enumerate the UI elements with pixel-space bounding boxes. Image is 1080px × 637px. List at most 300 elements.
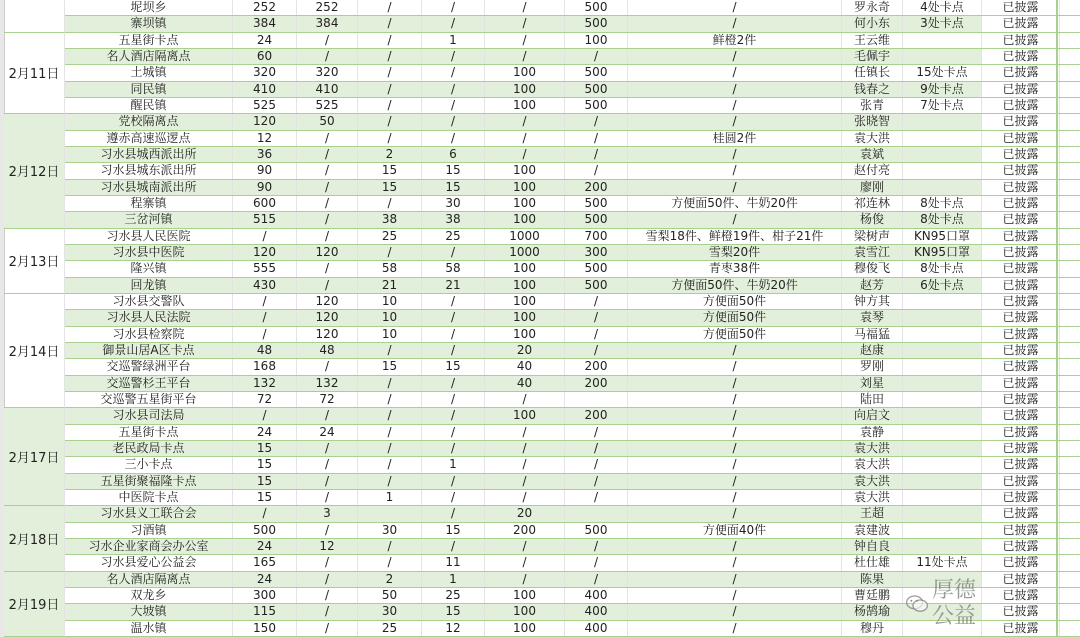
cell-c4[interactable]: 11	[422, 555, 485, 570]
cell-c3[interactable]: /	[358, 555, 422, 570]
cell-c2[interactable]: 12	[297, 539, 358, 554]
cell-c2[interactable]: 384	[297, 16, 358, 31]
cell-c3[interactable]: /	[358, 196, 422, 211]
cell-person[interactable]: 钟自良	[842, 539, 903, 554]
cell-note[interactable]: 7处卡点	[903, 98, 982, 113]
cell-c5[interactable]: /	[485, 33, 565, 48]
cell-c5[interactable]: 40	[485, 376, 565, 391]
cell-c1[interactable]: /	[233, 506, 297, 521]
cell-goods[interactable]: /	[628, 163, 842, 178]
cell-c5[interactable]: /	[485, 572, 565, 587]
cell-c4[interactable]: /	[422, 131, 485, 146]
cell-c2[interactable]: /	[297, 588, 358, 603]
cell-c1[interactable]: 24	[233, 425, 297, 440]
cell-c3[interactable]: 30	[358, 604, 422, 619]
cell-c4[interactable]: 58	[422, 261, 485, 276]
cell-name[interactable]: 党校隔离点	[65, 114, 233, 129]
cell-status[interactable]: 已披露	[982, 261, 1060, 276]
cell-c6[interactable]	[565, 392, 628, 407]
cell-note[interactable]: KN95口罩	[903, 229, 982, 244]
cell-person[interactable]: 罗刚	[842, 359, 903, 374]
cell-goods[interactable]: /	[628, 490, 842, 505]
cell-person[interactable]: 陆田	[842, 392, 903, 407]
cell-c2[interactable]: 3	[297, 506, 358, 521]
cell-status[interactable]: 已披露	[982, 49, 1060, 64]
cell-c2[interactable]: 120	[297, 245, 358, 260]
cell-c3[interactable]: /	[358, 0, 422, 15]
cell-note[interactable]	[903, 163, 982, 178]
cell-status[interactable]: 已披露	[982, 425, 1060, 440]
cell-note[interactable]: 11处卡点	[903, 555, 982, 570]
cell-c1[interactable]: 120	[233, 114, 297, 129]
cell-name[interactable]: 习水县城西派出所	[65, 147, 233, 162]
cell-note[interactable]	[903, 33, 982, 48]
cell-c6[interactable]: /	[565, 441, 628, 456]
cell-person[interactable]: 穆俊飞	[842, 261, 903, 276]
cell-c2[interactable]: /	[297, 408, 358, 423]
cell-name[interactable]: 醒民镇	[65, 98, 233, 113]
cell-name[interactable]: 交巡警绿洲平台	[65, 359, 233, 374]
cell-note[interactable]: KN95口罩	[903, 245, 982, 260]
cell-c5[interactable]: /	[485, 49, 565, 64]
cell-c6[interactable]: /	[565, 327, 628, 342]
cell-status[interactable]: 已披露	[982, 294, 1060, 309]
cell-c2[interactable]: /	[297, 147, 358, 162]
cell-c2[interactable]: /	[297, 604, 358, 619]
cell-c4[interactable]: /	[422, 82, 485, 97]
cell-c4[interactable]: /	[422, 310, 485, 325]
date-cell[interactable]: 2月14日	[4, 294, 65, 408]
cell-status[interactable]: 已披露	[982, 457, 1060, 472]
cell-status[interactable]: 已披露	[982, 490, 1060, 505]
cell-c1[interactable]: 525	[233, 98, 297, 113]
cell-c4[interactable]: /	[422, 327, 485, 342]
cell-goods[interactable]: /	[628, 425, 842, 440]
cell-goods[interactable]: 鲜橙2件	[628, 33, 842, 48]
cell-status[interactable]: 已披露	[982, 555, 1060, 570]
cell-c1[interactable]: 410	[233, 82, 297, 97]
cell-c6[interactable]: 200	[565, 376, 628, 391]
cell-name[interactable]: 习水县中医院	[65, 245, 233, 260]
cell-c6[interactable]: 500	[565, 65, 628, 80]
cell-note[interactable]	[903, 441, 982, 456]
cell-c1[interactable]: /	[233, 229, 297, 244]
cell-person[interactable]: 祁连林	[842, 196, 903, 211]
cell-c6[interactable]: /	[565, 572, 628, 587]
cell-c2[interactable]: 48	[297, 343, 358, 358]
cell-c5[interactable]: /	[485, 392, 565, 407]
cell-person[interactable]: 袁琴	[842, 310, 903, 325]
cell-c4[interactable]: /	[422, 408, 485, 423]
cell-person[interactable]: 向启文	[842, 408, 903, 423]
cell-name[interactable]: 习水县检察院	[65, 327, 233, 342]
cell-c6[interactable]: /	[565, 147, 628, 162]
cell-goods[interactable]: /	[628, 82, 842, 97]
cell-status[interactable]: 已披露	[982, 474, 1060, 489]
cell-c2[interactable]: 72	[297, 392, 358, 407]
cell-c6[interactable]: 500	[565, 212, 628, 227]
cell-c5[interactable]: 100	[485, 621, 565, 636]
cell-c2[interactable]: /	[297, 490, 358, 505]
cell-c5[interactable]: 40	[485, 359, 565, 374]
cell-c1[interactable]: 72	[233, 392, 297, 407]
cell-c4[interactable]: /	[422, 506, 485, 521]
cell-c4[interactable]: 30	[422, 196, 485, 211]
cell-goods[interactable]: /	[628, 392, 842, 407]
cell-c4[interactable]: 1	[422, 33, 485, 48]
cell-c5[interactable]: 20	[485, 343, 565, 358]
cell-name[interactable]: 坭坝乡	[65, 0, 233, 15]
cell-note[interactable]	[903, 49, 982, 64]
cell-c1[interactable]: 132	[233, 376, 297, 391]
cell-name[interactable]: 名人酒店隔离点	[65, 572, 233, 587]
cell-c5[interactable]: 100	[485, 310, 565, 325]
date-cell[interactable]: 2月12日	[4, 114, 65, 228]
cell-status[interactable]: 已披露	[982, 147, 1060, 162]
cell-status[interactable]: 已披露	[982, 359, 1060, 374]
cell-c4[interactable]: /	[422, 98, 485, 113]
cell-note[interactable]: 15处卡点	[903, 65, 982, 80]
cell-name[interactable]: 寨坝镇	[65, 16, 233, 31]
cell-c1[interactable]: 15	[233, 457, 297, 472]
cell-c6[interactable]: /	[565, 555, 628, 570]
cell-c5[interactable]: 1000	[485, 229, 565, 244]
cell-c1[interactable]: 24	[233, 572, 297, 587]
cell-c6[interactable]: 100	[565, 33, 628, 48]
cell-note[interactable]	[903, 392, 982, 407]
cell-note[interactable]	[903, 604, 982, 619]
cell-c2[interactable]: 320	[297, 65, 358, 80]
cell-c1[interactable]: 24	[233, 539, 297, 554]
cell-person[interactable]: 袁大洪	[842, 441, 903, 456]
cell-c2[interactable]: /	[297, 474, 358, 489]
cell-c5[interactable]: 100	[485, 327, 565, 342]
cell-note[interactable]: 3处卡点	[903, 16, 982, 31]
cell-c5[interactable]: 100	[485, 588, 565, 603]
cell-c6[interactable]: /	[565, 163, 628, 178]
cell-c6[interactable]: 200	[565, 180, 628, 195]
cell-person[interactable]: 穆丹	[842, 621, 903, 636]
cell-goods[interactable]: /	[628, 0, 842, 15]
cell-c3[interactable]: 21	[358, 278, 422, 293]
cell-c5[interactable]: /	[485, 0, 565, 15]
cell-goods[interactable]: /	[628, 49, 842, 64]
cell-c1[interactable]: 90	[233, 163, 297, 178]
cell-goods[interactable]: /	[628, 343, 842, 358]
cell-status[interactable]: 已披露	[982, 278, 1060, 293]
cell-person[interactable]: 袁大洪	[842, 131, 903, 146]
cell-person[interactable]: 赵付亮	[842, 163, 903, 178]
cell-name[interactable]: 三小卡点	[65, 457, 233, 472]
cell-c3[interactable]: 2	[358, 147, 422, 162]
cell-c4[interactable]: /	[422, 490, 485, 505]
cell-note[interactable]	[903, 490, 982, 505]
cell-c5[interactable]: 100	[485, 408, 565, 423]
cell-person[interactable]: 何小东	[842, 16, 903, 31]
cell-c5[interactable]: /	[485, 457, 565, 472]
cell-c4[interactable]: /	[422, 392, 485, 407]
cell-c1[interactable]: 600	[233, 196, 297, 211]
cell-name[interactable]: 隆兴镇	[65, 261, 233, 276]
cell-c3[interactable]: 10	[358, 327, 422, 342]
cell-goods[interactable]: 雪梨18件、鲜橙19件、柑子21件	[628, 229, 842, 244]
cell-c1[interactable]: /	[233, 294, 297, 309]
cell-c3[interactable]: /	[358, 98, 422, 113]
cell-c3[interactable]: 25	[358, 229, 422, 244]
cell-c5[interactable]: 100	[485, 261, 565, 276]
cell-c6[interactable]: 500	[565, 0, 628, 15]
cell-status[interactable]: 已披露	[982, 98, 1060, 113]
cell-name[interactable]: 习水企业家商会办公室	[65, 539, 233, 554]
cell-c5[interactable]: /	[485, 147, 565, 162]
cell-c4[interactable]: 12	[422, 621, 485, 636]
cell-c1[interactable]: 430	[233, 278, 297, 293]
cell-note[interactable]	[903, 572, 982, 587]
cell-name[interactable]: 习酒镇	[65, 523, 233, 538]
cell-c3[interactable]: /	[358, 65, 422, 80]
cell-c2[interactable]: /	[297, 278, 358, 293]
cell-status[interactable]: 已披露	[982, 180, 1060, 195]
cell-c4[interactable]: /	[422, 245, 485, 260]
cell-c5[interactable]: 100	[485, 604, 565, 619]
cell-c1[interactable]: 384	[233, 16, 297, 31]
cell-c4[interactable]: 15	[422, 604, 485, 619]
cell-status[interactable]: 已披露	[982, 327, 1060, 342]
cell-c2[interactable]: 252	[297, 0, 358, 15]
cell-name[interactable]: 习水县城东派出所	[65, 163, 233, 178]
cell-c4[interactable]: 15	[422, 523, 485, 538]
cell-note[interactable]	[903, 474, 982, 489]
cell-status[interactable]: 已披露	[982, 506, 1060, 521]
cell-c1[interactable]: 300	[233, 588, 297, 603]
cell-c6[interactable]: 200	[565, 359, 628, 374]
cell-c5[interactable]: 100	[485, 82, 565, 97]
cell-c1[interactable]: 252	[233, 0, 297, 15]
cell-c4[interactable]: 15	[422, 359, 485, 374]
cell-c2[interactable]: /	[297, 621, 358, 636]
cell-c4[interactable]: /	[422, 65, 485, 80]
cell-c6[interactable]: 500	[565, 16, 628, 31]
cell-c3[interactable]: /	[358, 539, 422, 554]
cell-note[interactable]	[903, 376, 982, 391]
cell-c6[interactable]: /	[565, 457, 628, 472]
cell-c6[interactable]: /	[565, 131, 628, 146]
cell-status[interactable]: 已披露	[982, 604, 1060, 619]
cell-c4[interactable]: /	[422, 441, 485, 456]
cell-name[interactable]: 土城镇	[65, 65, 233, 80]
cell-name[interactable]: 温水镇	[65, 621, 233, 636]
cell-name[interactable]: 习水县人民医院	[65, 229, 233, 244]
cell-c4[interactable]: /	[422, 49, 485, 64]
cell-goods[interactable]: /	[628, 572, 842, 587]
cell-c3[interactable]: /	[358, 425, 422, 440]
cell-status[interactable]: 已披露	[982, 114, 1060, 129]
cell-person[interactable]: 罗永奇	[842, 0, 903, 15]
cell-c3[interactable]: /	[358, 457, 422, 472]
cell-c3[interactable]: /	[358, 131, 422, 146]
cell-c6[interactable]: 300	[565, 245, 628, 260]
date-cell[interactable]: 2月13日	[4, 229, 65, 294]
cell-c2[interactable]: 120	[297, 294, 358, 309]
cell-c4[interactable]: /	[422, 343, 485, 358]
cell-c2[interactable]: /	[297, 163, 358, 178]
cell-c1[interactable]: 15	[233, 441, 297, 456]
cell-c3[interactable]: /	[358, 33, 422, 48]
cell-note[interactable]	[903, 539, 982, 554]
cell-c2[interactable]: 50	[297, 114, 358, 129]
cell-c6[interactable]: 500	[565, 98, 628, 113]
cell-person[interactable]: 袁大洪	[842, 457, 903, 472]
cell-c5[interactable]: 100	[485, 98, 565, 113]
cell-status[interactable]: 已披露	[982, 229, 1060, 244]
cell-status[interactable]: 已披露	[982, 0, 1060, 15]
cell-c4[interactable]: 6	[422, 147, 485, 162]
cell-c1[interactable]: 36	[233, 147, 297, 162]
cell-name[interactable]: 交巡警杉王平台	[65, 376, 233, 391]
cell-person[interactable]: 杨鹄瑜	[842, 604, 903, 619]
cell-person[interactable]: 袁静	[842, 425, 903, 440]
cell-c2[interactable]: 410	[297, 82, 358, 97]
cell-goods[interactable]: /	[628, 457, 842, 472]
cell-c1[interactable]: 320	[233, 65, 297, 80]
cell-c1[interactable]: 48	[233, 343, 297, 358]
cell-c3[interactable]: 15	[358, 359, 422, 374]
cell-c1[interactable]: 15	[233, 474, 297, 489]
cell-name[interactable]: 御景山居A区卡点	[65, 343, 233, 358]
cell-c5[interactable]: 100	[485, 180, 565, 195]
cell-c3[interactable]: 15	[358, 163, 422, 178]
cell-c4[interactable]: 38	[422, 212, 485, 227]
cell-c3[interactable]: 58	[358, 261, 422, 276]
cell-c1[interactable]: /	[233, 310, 297, 325]
cell-note[interactable]	[903, 506, 982, 521]
cell-c3[interactable]: /	[358, 245, 422, 260]
cell-goods[interactable]: /	[628, 376, 842, 391]
cell-c5[interactable]: /	[485, 490, 565, 505]
cell-goods[interactable]: 桂圆2件	[628, 131, 842, 146]
cell-c6[interactable]: 500	[565, 196, 628, 211]
cell-c5[interactable]: 200	[485, 523, 565, 538]
cell-c2[interactable]: /	[297, 261, 358, 276]
cell-status[interactable]: 已披露	[982, 572, 1060, 587]
cell-c4[interactable]: /	[422, 0, 485, 15]
cell-c1[interactable]: 165	[233, 555, 297, 570]
cell-c1[interactable]: /	[233, 408, 297, 423]
cell-goods[interactable]: 雪梨20件	[628, 245, 842, 260]
cell-c4[interactable]: /	[422, 539, 485, 554]
cell-c5[interactable]: /	[485, 425, 565, 440]
cell-name[interactable]: 回龙镇	[65, 278, 233, 293]
cell-c6[interactable]: /	[565, 310, 628, 325]
date-cell[interactable]: 2月18日	[4, 506, 65, 571]
cell-note[interactable]	[903, 327, 982, 342]
cell-c3[interactable]: 10	[358, 294, 422, 309]
cell-name[interactable]: 双龙乡	[65, 588, 233, 603]
cell-c4[interactable]: /	[422, 114, 485, 129]
cell-goods[interactable]: 方便面50件、牛奶20件	[628, 278, 842, 293]
cell-c3[interactable]: /	[358, 392, 422, 407]
cell-c6[interactable]: 700	[565, 229, 628, 244]
cell-c3[interactable]: /	[358, 474, 422, 489]
cell-c4[interactable]: /	[422, 294, 485, 309]
cell-person[interactable]: 袁建波	[842, 523, 903, 538]
cell-person[interactable]: 王超	[842, 506, 903, 521]
cell-c5[interactable]: 100	[485, 65, 565, 80]
cell-person[interactable]: 张晓智	[842, 114, 903, 129]
cell-goods[interactable]: /	[628, 180, 842, 195]
cell-c3[interactable]: 15	[358, 180, 422, 195]
cell-c3[interactable]	[358, 506, 422, 521]
cell-person[interactable]: 王云维	[842, 33, 903, 48]
cell-status[interactable]: 已披露	[982, 82, 1060, 97]
cell-goods[interactable]: 方便面40件	[628, 523, 842, 538]
cell-person[interactable]: 毛佩宇	[842, 49, 903, 64]
cell-c1[interactable]: 24	[233, 33, 297, 48]
cell-person[interactable]: 钟方其	[842, 294, 903, 309]
date-cell[interactable]	[4, 0, 65, 33]
cell-c6[interactable]: /	[565, 474, 628, 489]
cell-note[interactable]: 6处卡点	[903, 278, 982, 293]
date-cell[interactable]: 2月17日	[4, 408, 65, 506]
cell-c4[interactable]: 15	[422, 180, 485, 195]
cell-note[interactable]	[903, 523, 982, 538]
cell-status[interactable]: 已披露	[982, 245, 1060, 260]
cell-c4[interactable]: 25	[422, 229, 485, 244]
cell-c2[interactable]: /	[297, 457, 358, 472]
cell-name[interactable]: 习水县爱心公益会	[65, 555, 233, 570]
cell-c5[interactable]: /	[485, 131, 565, 146]
cell-c6[interactable]: 500	[565, 278, 628, 293]
cell-goods[interactable]: 方便面50件	[628, 310, 842, 325]
cell-goods[interactable]: /	[628, 16, 842, 31]
cell-c1[interactable]: 515	[233, 212, 297, 227]
cell-c5[interactable]: 20	[485, 506, 565, 521]
cell-c5[interactable]: /	[485, 441, 565, 456]
cell-goods[interactable]: /	[628, 621, 842, 636]
cell-note[interactable]	[903, 147, 982, 162]
cell-c2[interactable]: /	[297, 33, 358, 48]
cell-c2[interactable]: /	[297, 49, 358, 64]
cell-goods[interactable]: /	[628, 114, 842, 129]
cell-c4[interactable]: /	[422, 16, 485, 31]
cell-note[interactable]	[903, 180, 982, 195]
cell-status[interactable]: 已披露	[982, 196, 1060, 211]
cell-c6[interactable]: /	[565, 490, 628, 505]
cell-status[interactable]: 已披露	[982, 408, 1060, 423]
cell-status[interactable]: 已披露	[982, 163, 1060, 178]
cell-person[interactable]: 钱春之	[842, 82, 903, 97]
cell-c6[interactable]	[565, 506, 628, 521]
cell-c3[interactable]: /	[358, 49, 422, 64]
cell-c1[interactable]: 120	[233, 245, 297, 260]
cell-c2[interactable]: /	[297, 180, 358, 195]
cell-c6[interactable]: 500	[565, 261, 628, 276]
cell-person[interactable]: 杨俊	[842, 212, 903, 227]
cell-c5[interactable]: 1000	[485, 245, 565, 260]
cell-status[interactable]: 已披露	[982, 212, 1060, 227]
cell-name[interactable]: 五星街卡点	[65, 425, 233, 440]
cell-c2[interactable]: /	[297, 555, 358, 570]
cell-name[interactable]: 习水县司法局	[65, 408, 233, 423]
cell-c3[interactable]: 1	[358, 490, 422, 505]
cell-person[interactable]: 袁大洪	[842, 474, 903, 489]
cell-c5[interactable]: /	[485, 474, 565, 489]
cell-c6[interactable]: /	[565, 294, 628, 309]
cell-note[interactable]	[903, 621, 982, 636]
cell-goods[interactable]: /	[628, 408, 842, 423]
cell-c2[interactable]: 120	[297, 310, 358, 325]
cell-c1[interactable]: 115	[233, 604, 297, 619]
